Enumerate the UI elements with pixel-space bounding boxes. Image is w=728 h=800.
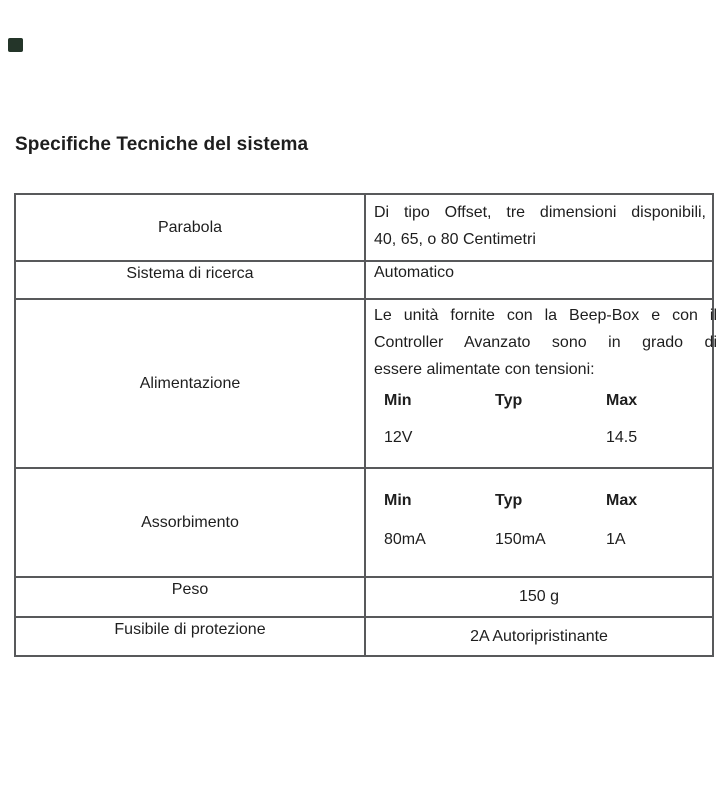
col-header-typ: Typ	[495, 392, 523, 409]
row-label: Sistema di ricerca	[126, 265, 254, 282]
value-text: 2A Autoripristinante	[470, 627, 608, 645]
row-label: Alimentazione	[139, 374, 241, 392]
value-typ	[495, 424, 606, 451]
row-label-cell	[16, 300, 366, 467]
col-header-max: Max	[606, 492, 638, 509]
min-typ-max-header-row	[374, 387, 717, 414]
row-label-cell	[16, 578, 366, 616]
table-row-assorbimento	[16, 469, 712, 578]
specifications-table	[14, 193, 717, 657]
row-label: Parabola	[157, 218, 223, 236]
value-paragraph	[374, 302, 717, 383]
table-row-sistema-di-ricerca	[16, 262, 712, 300]
value-line: essere alimentate con tensioni:	[374, 361, 595, 378]
min-typ-max-header-row	[374, 487, 717, 514]
value-line: Le unità fornite con la Beep-Box e con il	[374, 307, 717, 324]
value-min: 80mA	[384, 531, 426, 548]
value-line: Controller Avanzato sono in grado di	[374, 334, 717, 351]
row-label-cell	[16, 262, 366, 298]
value-max: 1A	[606, 531, 626, 548]
row-value-cell	[366, 618, 712, 655]
value-line: Di tipo Offset, tre dimensioni disponibili,	[374, 204, 706, 221]
table-row-peso	[16, 578, 712, 618]
value-min: 12V	[384, 429, 413, 446]
value-line: 40, 65, o 80 Centimetri	[374, 231, 536, 248]
col-header-min: Min	[384, 492, 412, 509]
col-header-max: Max	[606, 392, 638, 409]
row-value-cell	[366, 469, 723, 576]
value-max: 14.5	[606, 429, 638, 446]
value-line: Automatico	[374, 264, 455, 281]
row-label-cell	[16, 195, 366, 260]
row-label: Peso	[171, 581, 209, 598]
table-row-alimentazione	[16, 300, 717, 469]
row-value-cell	[366, 300, 723, 467]
row-label-cell	[16, 469, 366, 576]
table-row-parabola	[16, 195, 712, 262]
col-header-min: Min	[384, 392, 412, 409]
col-header-typ: Typ	[495, 492, 523, 509]
value-text: 150 g	[518, 588, 560, 605]
value-typ: 150mA	[495, 531, 546, 548]
row-label: Fusibile di protezione	[114, 621, 266, 638]
min-typ-max-value-row	[374, 424, 717, 451]
row-value-cell	[366, 262, 712, 298]
row-label-cell	[16, 618, 366, 655]
corner-mark	[8, 38, 23, 52]
row-value-cell	[366, 578, 712, 616]
row-label: Assorbimento	[141, 513, 239, 531]
table-row-fusibile	[16, 618, 712, 655]
row-value-cell	[366, 195, 712, 260]
min-typ-max-value-row	[374, 526, 717, 553]
page-title: Specifiche Tecniche del sistema	[15, 134, 309, 155]
